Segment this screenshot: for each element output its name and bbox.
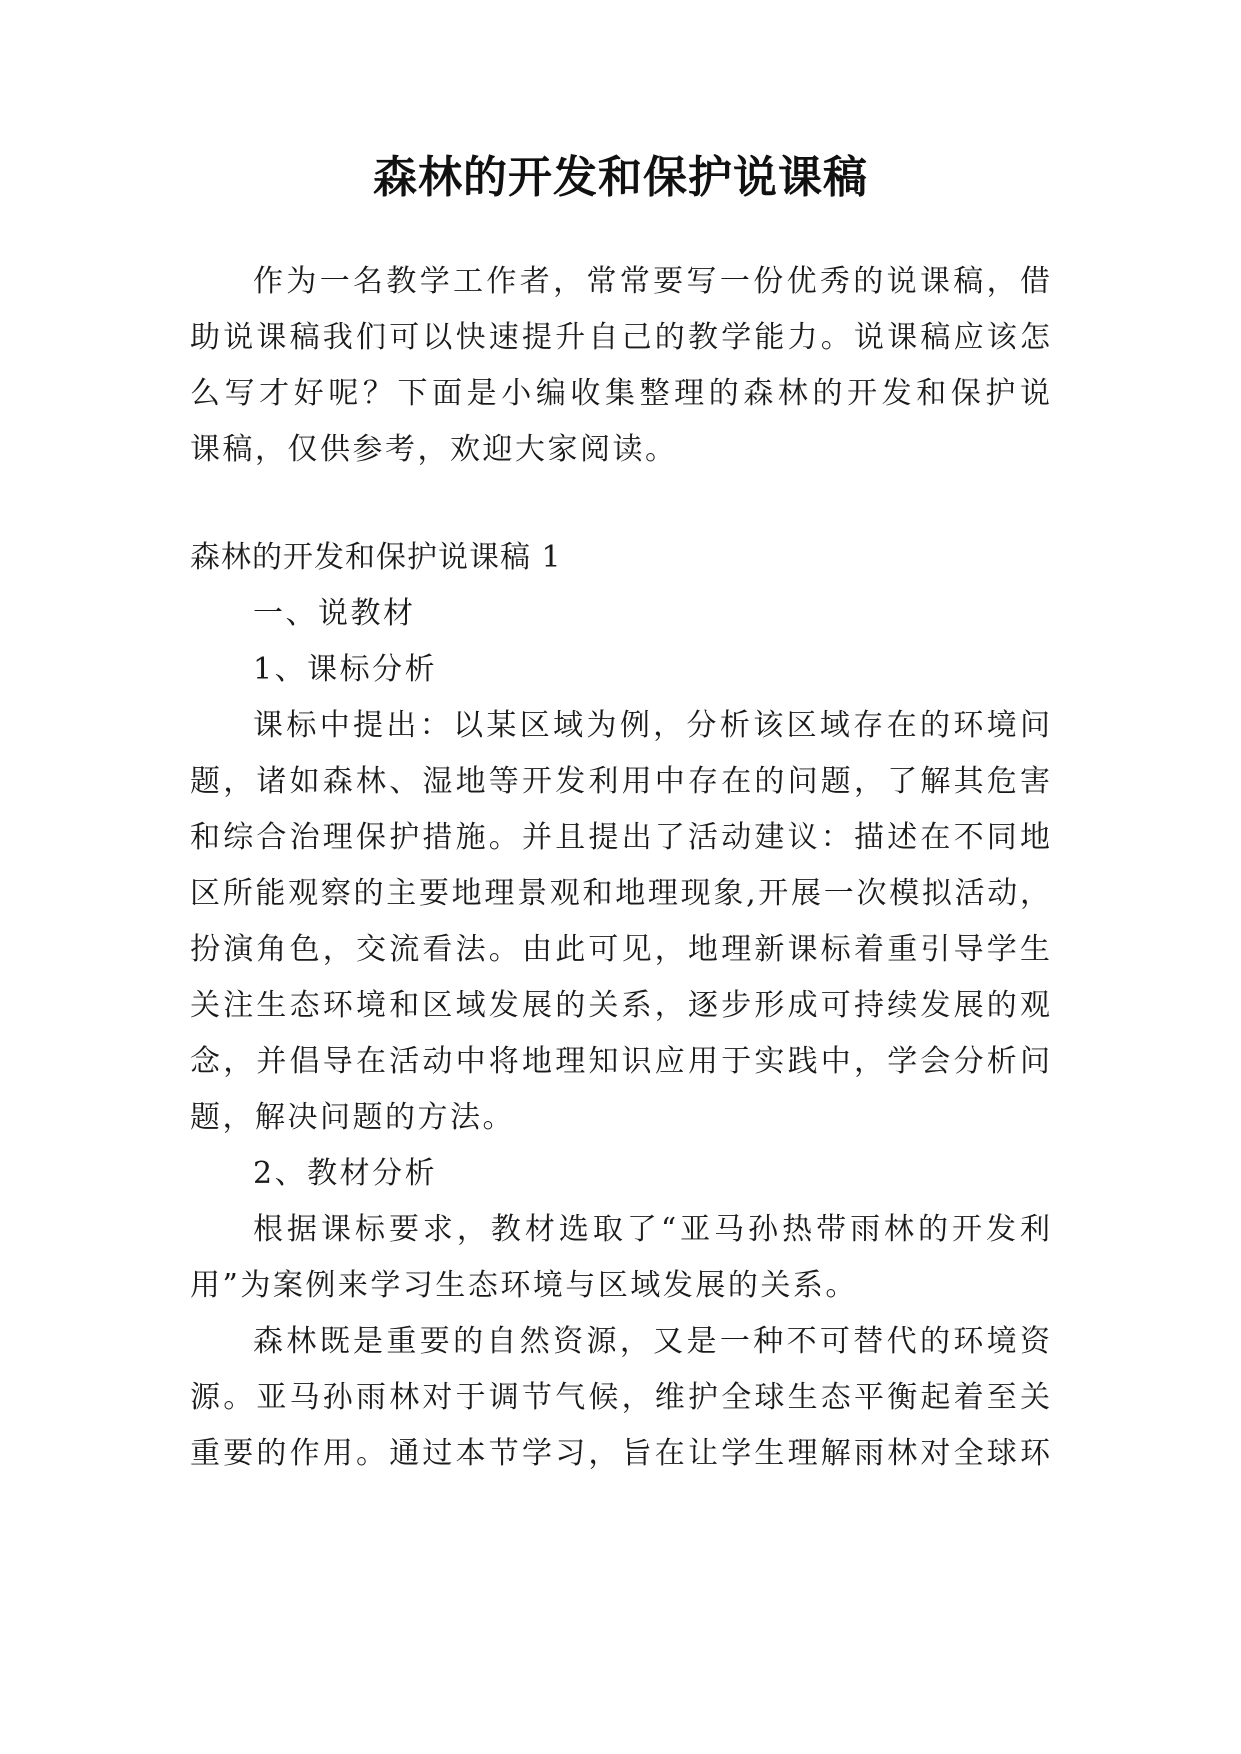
p3-line-1: 森林既是重要的自然资源，又是一种不可替代的环境资 bbox=[253, 1324, 1050, 1359]
p1-line-6: 关注生态环境和区域发展的关系，逐步形成可持续发展的观 bbox=[190, 988, 1050, 1023]
p2-line-2: 用”为案例来学习生态环境与区域发展的关系。 bbox=[190, 1268, 858, 1303]
intro-line-2: 助说课稿我们可以快速提升自己的教学能力。说课稿应该怎 bbox=[190, 320, 1050, 355]
heading-textbook-analysis: 2、教材分析 bbox=[253, 1156, 438, 1191]
heading-teaching-material: 一、说教材 bbox=[253, 596, 416, 631]
p3-line-3: 重要的作用。通过本节学习，旨在让学生理解雨林对全球环 bbox=[190, 1436, 1050, 1471]
intro-line-3: 么写才好呢？下面是小编收集整理的森林的开发和保护说 bbox=[190, 376, 1050, 411]
p1-line-5: 扮演角色，交流看法。由此可见，地理新课标着重引导学生 bbox=[190, 932, 1050, 967]
p3-line-2: 源。亚马孙雨林对于调节气候，维护全球生态平衡起着至关 bbox=[190, 1380, 1050, 1415]
p1-line-3: 和综合治理保护措施。并且提出了活动建议：描述在不同地 bbox=[190, 820, 1050, 855]
p1-line-2: 题，诸如森林、湿地等开发利用中存在的问题，了解其危害 bbox=[190, 764, 1050, 799]
page-title: 森林的开发和保护说课稿 bbox=[373, 152, 868, 203]
section-heading: 森林的开发和保护说课稿 1 bbox=[190, 540, 562, 575]
intro-line-4: 课稿，仅供参考，欢迎大家阅读。 bbox=[190, 432, 678, 467]
p1-line-4: 区所能观察的主要地理景观和地理现象,开展一次模拟活动， bbox=[190, 876, 1050, 911]
p2-line-1: 根据课标要求，教材选取了“亚马孙热带雨林的开发利 bbox=[253, 1212, 1050, 1247]
intro-line-1: 作为一名教学工作者，常常要写一份优秀的说课稿，借 bbox=[253, 264, 1050, 299]
p1-line-7: 念，并倡导在活动中将地理知识应用于实践中，学会分析问 bbox=[190, 1044, 1050, 1079]
p1-line-8: 题，解决问题的方法。 bbox=[190, 1100, 515, 1135]
p1-line-1: 课标中提出：以某区域为例，分析该区域存在的环境问 bbox=[253, 708, 1050, 743]
heading-curriculum-analysis: 1、课标分析 bbox=[253, 652, 438, 687]
